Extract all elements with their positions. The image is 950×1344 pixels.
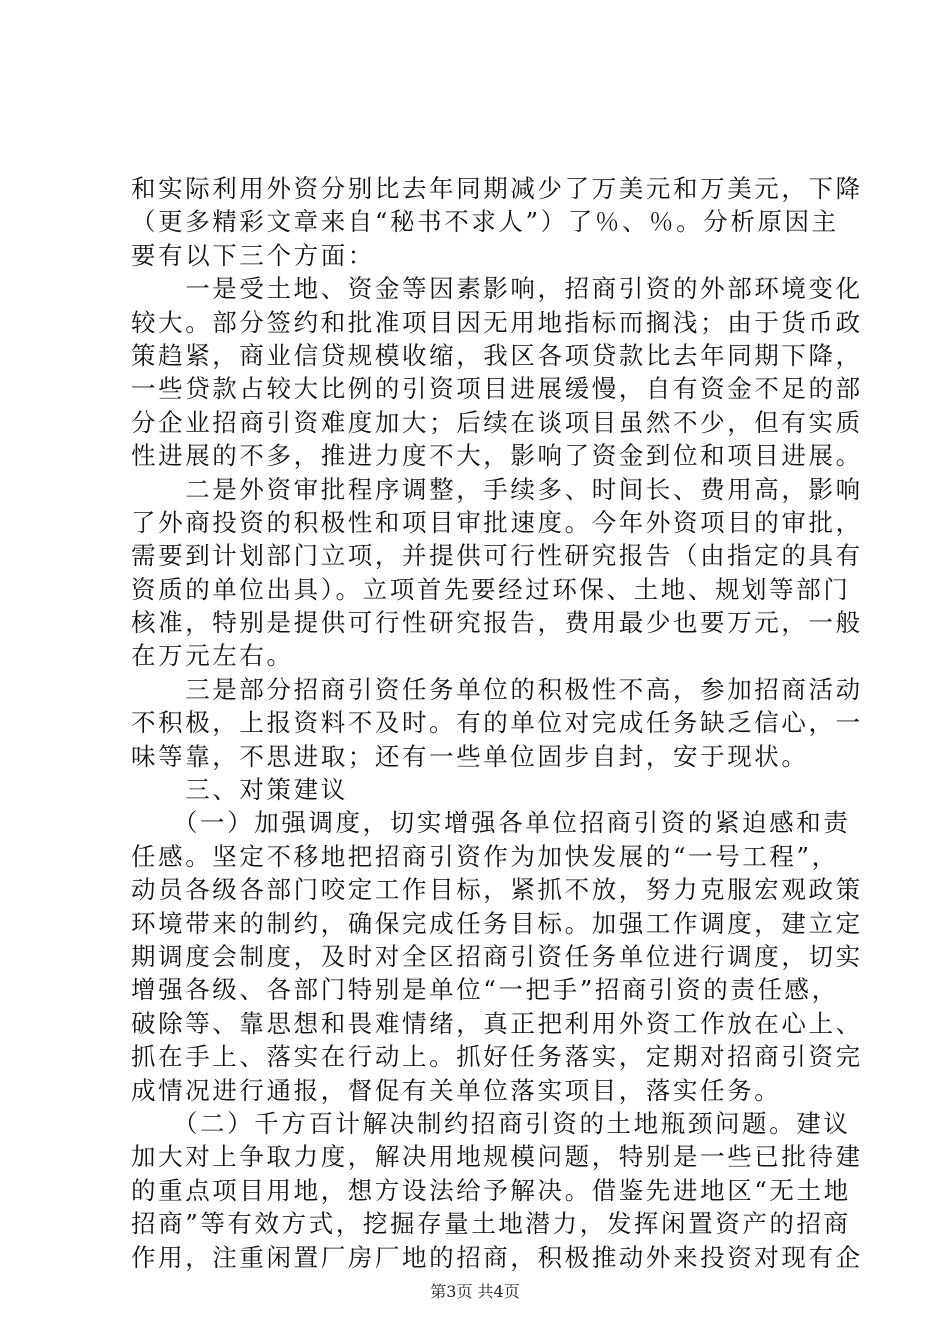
page-number: 第3页 共4页	[430, 1282, 520, 1301]
text-line: 动员各级各部门咬定工作目标，紧抓不放，努力克服宏观政策	[131, 875, 863, 905]
text-line: 成情况进行通报，督促有关单位落实项目，落实任务。	[131, 1075, 782, 1105]
text-line: 核准，特别是提供可行性研究报告，费用最少也要万元，一般	[131, 608, 863, 638]
text-line: 期调度会制度，及时对全区招商引资任务单位进行调度，切实	[131, 941, 863, 971]
text-line: （一）加强调度，切实增强各单位招商引资的紧迫感和责	[131, 808, 851, 838]
text-line: 抓在手上、落实在行动上。抓好任务落实，定期对招商引资完	[131, 1042, 863, 1072]
text-line: 作用，注重闲置厂房厂地的招商，积极推动外来投资对现有企	[131, 1242, 863, 1272]
text-line: 任感。坚定不移地把招商引资作为加快发展的“一号工程”，	[131, 841, 839, 871]
text-line: 和实际利用外资分别比去年同期减少了万美元和万美元，下降	[131, 174, 863, 203]
text-line: （更多精彩文章来自“秘书不求人”）了％、％。分析原因主	[131, 207, 839, 237]
text-line: 环境带来的制约，确保完成任务目标。加强工作调度，建立定	[131, 908, 863, 938]
text-line: 资质的单位出具）。立项首先要经过环保、土地、规划等部门	[131, 574, 851, 604]
section-heading: 三、对策建议	[131, 775, 348, 805]
text-line: （二）千方百计解决制约招商引资的土地瓶颈问题。建议	[131, 1108, 851, 1138]
text-line: 性进展的不多，推进力度不大，影响了资金到位和项目进展。	[131, 441, 863, 471]
text-line: 三是部分招商引资任务单位的积极性不高，参加招商活动	[131, 674, 863, 704]
text-line: 加大对上争取力度，解决用地规模问题，特别是一些已批待建	[131, 1142, 863, 1172]
text-line: 要有以下三个方面：	[131, 240, 375, 270]
text-line: 破除等、靠思想和畏难情绪，真正把利用外资工作放在心上、	[131, 1008, 863, 1038]
text-line: 策趋紧，商业信贷规模收缩，我区各项贷款比去年同期下降，	[131, 340, 863, 370]
text-line: 不积极，上报资料不及时。有的单位对完成任务缺乏信心，一	[131, 708, 863, 738]
text-line: 较大。部分签约和批准项目因无用地指标而搁浅；由于货币政	[131, 307, 863, 337]
text-line: 招商”等有效方式，挖掘存量土地潜力，发挥闲置资产的招商	[131, 1209, 851, 1239]
text-line: 了外商投资的积极性和项目审批速度。今年外资项目的审批，	[131, 507, 863, 537]
text-line: 需要到计划部门立项，并提供可行性研究报告（由指定的具有	[131, 541, 863, 571]
body-text	[131, 172, 863, 1274]
text-line: 分企业招商引资难度加大；后续在谈项目虽然不少，但有实质	[131, 407, 863, 437]
text-line: 在万元左右。	[131, 641, 294, 671]
text-line: 味等靠，不思进取；还有一些单位固步自封，安于现状。	[131, 741, 809, 771]
text-line: 二是外资审批程序调整，手续多、时间长、费用高，影响	[131, 474, 863, 504]
text-line: 一些贷款占较大比例的引资项目进展缓慢，自有资金不足的部	[131, 374, 863, 404]
text-line: 增强各级、各部门特别是单位“一把手”招商引资的责任感，	[131, 975, 839, 1005]
text-line: 的重点项目用地，想方设法给予解决。借鉴先进地区“无土地	[131, 1175, 851, 1205]
text-line: 一是受土地、资金等因素影响，招商引资的外部环境变化	[131, 274, 863, 304]
